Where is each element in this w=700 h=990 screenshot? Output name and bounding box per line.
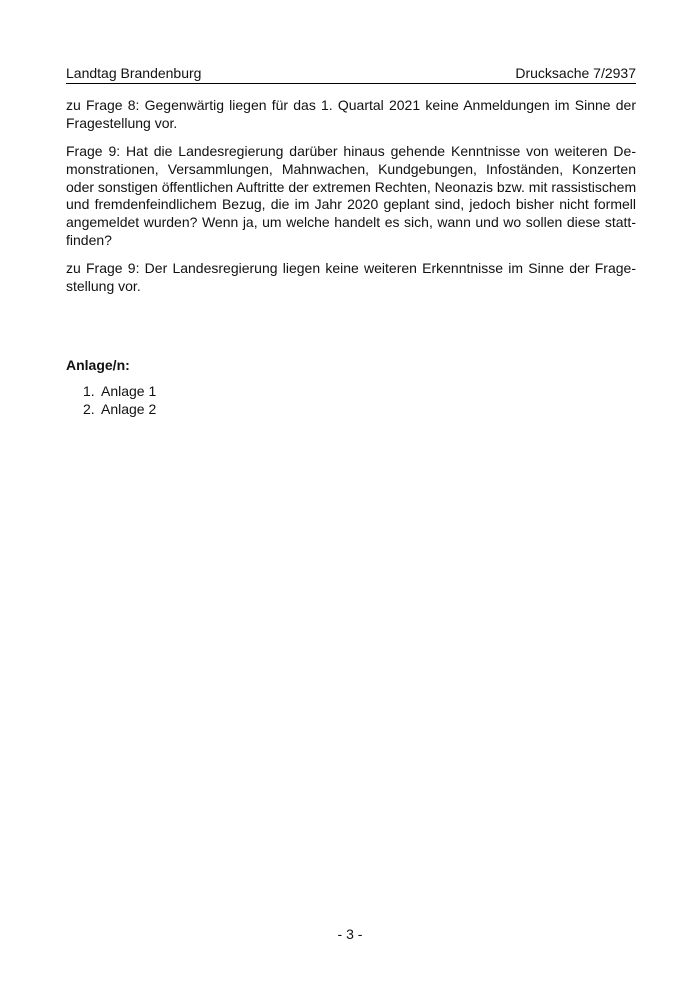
page-number: - 3 - bbox=[337, 926, 363, 942]
list-item-label: Anlage 1 bbox=[101, 383, 157, 400]
list-item-label: Anlage 2 bbox=[101, 401, 157, 418]
document-header bbox=[66, 64, 636, 84]
text-line: angemeldet wurden? Wenn ja, um welche handelt es sich, wann und wo sollen diese statt- bbox=[66, 214, 636, 231]
text-line: zu Frage 8: Gegenwärtig liegen für das 1. Quartal 2021 keine Anmeldungen im Sinne der bbox=[66, 97, 636, 113]
attachments-heading: Anlage/n: bbox=[66, 356, 130, 373]
header-document-number: Drucksache 7/2937 bbox=[515, 65, 636, 81]
list-item bbox=[66, 401, 636, 419]
list-item-number: 1. bbox=[83, 383, 95, 400]
paragraph-frage-9 bbox=[66, 143, 636, 250]
attachments-list bbox=[66, 383, 636, 419]
text-line: monstrationen, Versammlungen, Mahnwachen, Kundgebungen, Infoständen, Konzerten bbox=[66, 160, 636, 177]
list-item-number: 2. bbox=[83, 401, 95, 418]
header-publisher: Landtag Brandenburg bbox=[66, 65, 202, 81]
text-line: Fragestellung vor. bbox=[66, 114, 178, 131]
text-line: Frage 9: Hat die Landesregierung darüber hinaus gehende Kenntnisse von weiteren De- bbox=[66, 143, 636, 160]
document-body bbox=[66, 97, 636, 419]
paragraph-zu-frage-9 bbox=[66, 260, 636, 296]
text-line: stellung vor. bbox=[66, 278, 141, 295]
text-line: oder sonstigen öffentlichen Auftritte der extremen Rechten, Neonazis bzw. mit rassistischem bbox=[66, 178, 637, 195]
text-line: finden? bbox=[66, 232, 112, 249]
text-line: und fremdenfeindlichem Bezug, die im Jahr 2020 geplant sind, jedoch bisher nicht formell bbox=[66, 196, 636, 213]
text-line: zu Frage 9: Der Landesregierung liegen keine weiteren Erkenntnisse im Sinne der Frage- bbox=[66, 260, 636, 277]
page-footer bbox=[0, 925, 700, 943]
paragraph-zu-frage-8 bbox=[66, 97, 636, 133]
list-item bbox=[66, 383, 636, 401]
